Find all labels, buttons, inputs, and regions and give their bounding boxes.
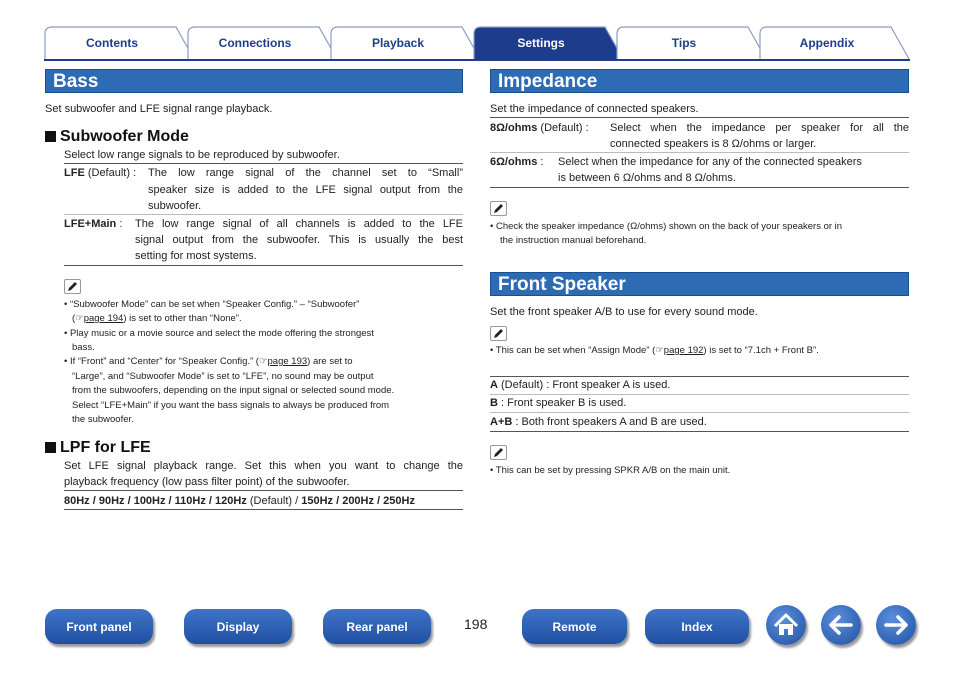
option-text: : Front speaker B is used.: [497, 397, 627, 409]
divider: [490, 431, 909, 432]
display-button[interactable]: [184, 609, 292, 644]
option-8ohm-desc-1: Select when the impedance per speaker for all the: [610, 122, 909, 134]
bass-note-3b: “Large”, and “Subwoofer Mode” is set to “LFE”, no sound may be output: [72, 371, 374, 382]
option-lfe-main: [64, 216, 122, 232]
option-6ohm-desc-2: is between 6 Ω/ohms and 8 Ω/ohms.: [558, 172, 736, 184]
tab-label: Tips: [671, 36, 697, 50]
note-pencil-icon: [64, 279, 81, 294]
option-sep: :: [537, 156, 544, 168]
divider: [64, 214, 463, 215]
page-ref-icon: ☞: [655, 345, 664, 356]
lpf-default: (Default) /: [246, 495, 302, 507]
bass-title: Bass: [53, 71, 99, 92]
subwoofer-mode-heading: [45, 128, 189, 146]
button-label: Front panel: [66, 620, 132, 634]
tab-label: Contents: [86, 36, 138, 50]
tab-contents[interactable]: [44, 26, 194, 60]
divider: [490, 187, 909, 188]
front-speaker-title: Front Speaker: [498, 274, 626, 295]
bass-note-1a: • “Subwoofer Mode” can be set when “Speaker Config.” – “Subwoofer”: [64, 299, 360, 310]
option-key: B: [490, 397, 498, 409]
page-193-link[interactable]: page 193: [267, 356, 308, 367]
option-8ohm-desc-2: connected speakers is 8 Ω/ohms or larger.: [610, 138, 817, 150]
rear-panel-button[interactable]: [323, 609, 431, 644]
option-sep: :: [116, 218, 123, 230]
bass-note-3d: Select “LFE+Main” if you want the bass signals to always be produced from: [72, 400, 390, 411]
bass-note-1b: [72, 312, 242, 327]
option-a: [490, 377, 670, 393]
divider: [490, 152, 909, 153]
subwoofer-mode-description: Select low range signals to be reproduced by subwoofer.: [64, 149, 340, 161]
tab-label: Settings: [517, 36, 565, 50]
subwoofer-mode-title: Subwoofer Mode: [60, 128, 189, 145]
lpf-title: LPF for LFE: [60, 439, 151, 456]
option-lfe-desc-3: subwoofer.: [148, 200, 202, 212]
note-text: ) is set to “7.1ch + Front B”.: [703, 345, 819, 356]
option-lfe-desc-1: The low range signal of the channel set to “Small”: [148, 167, 463, 179]
lpf-desc-1: Set LFE signal playback range. Set this when you want to change the: [64, 460, 463, 472]
impedance-title: Impedance: [498, 71, 598, 92]
bass-note-3a: [64, 355, 353, 370]
front-speaker-section-header: [490, 272, 909, 296]
top-tab-bar: [44, 26, 910, 62]
front-speaker-description: Set the front speaker A/B to use for every sound mode.: [490, 306, 758, 318]
option-ab: [490, 414, 707, 430]
page-192-link[interactable]: page 192: [663, 345, 704, 356]
bass-note-2a: • Play music or a movie source and select the mode offering the strongest: [64, 328, 374, 339]
bass-note-2b: bass.: [72, 342, 95, 353]
note-pencil-icon: [490, 445, 507, 460]
option-key: A: [490, 379, 498, 391]
option-key: LFE: [64, 167, 85, 179]
divider: [64, 163, 463, 164]
option-lfe-main-desc-2: signal output from the subwoofer. This is usually the best: [135, 234, 463, 246]
option-lfe-main-desc-3: setting for most systems.: [135, 250, 257, 262]
front-speaker-note-1: [490, 344, 819, 359]
option-6ohm: [490, 154, 543, 170]
home-icon: [766, 605, 806, 645]
divider: [490, 412, 909, 413]
option-text: (Default) : Front speaker A is used.: [497, 379, 671, 391]
note-text: ) are set to: [307, 356, 353, 367]
lpf-values-a: 80Hz / 90Hz / 100Hz / 110Hz / 120Hz: [64, 495, 247, 507]
impedance-description: Set the impedance of connected speakers.: [490, 103, 699, 115]
note-text: • This can be set when “Assign Mode” (: [490, 345, 656, 356]
tab-connections[interactable]: [187, 26, 337, 60]
square-bullet-icon: [45, 442, 56, 453]
option-lfe-desc-2: speaker size is added to the LFE signal output from the: [148, 184, 463, 196]
option-key: 8Ω/ohms: [490, 122, 538, 134]
option-text: : Both front speakers A and B are used.: [512, 416, 707, 428]
option-8ohm: [490, 120, 589, 136]
front-speaker-note-2: • This can be set by pressing SPKR A/B on the main unit.: [490, 465, 731, 476]
bass-description: Set subwoofer and LFE signal range playback.: [45, 103, 273, 115]
note-text: • If “Front” and “Center” for “Speaker Config.” (: [64, 356, 259, 367]
tab-label: Connections: [218, 36, 292, 50]
bass-section-header: [45, 69, 463, 93]
impedance-note-a: • Check the speaker impedance (Ω/ohms) shown on the back of your speakers or in: [490, 221, 843, 232]
divider: [64, 490, 463, 491]
bass-note-3c: from the subwoofers, depending on the input signal or selected sound mode.: [72, 385, 395, 396]
back-button[interactable]: [821, 605, 861, 645]
tab-settings[interactable]: [473, 26, 623, 60]
option-key: LFE+Main: [64, 218, 117, 230]
bass-note-3e: the subwoofer.: [72, 414, 134, 425]
arrow-left-icon: [821, 605, 861, 645]
index-button[interactable]: [645, 609, 749, 644]
home-button[interactable]: [766, 605, 806, 645]
note-text: (: [72, 313, 76, 324]
tab-underline: [44, 59, 910, 61]
page-number: 198: [464, 616, 488, 632]
divider: [64, 509, 463, 510]
lpf-desc-2: playback frequency (low pass filter point) of the subwoofer.: [64, 476, 350, 488]
page-194-link[interactable]: page 194: [83, 313, 124, 324]
page-ref-icon: ☞: [75, 313, 84, 324]
tab-label: Playback: [371, 36, 425, 50]
option-default: (Default) :: [84, 167, 137, 179]
page-ref-icon: ☞: [258, 356, 268, 367]
tab-appendix[interactable]: [759, 26, 909, 60]
forward-button[interactable]: [876, 605, 916, 645]
square-bullet-icon: [45, 131, 56, 142]
note-pencil-icon: [490, 201, 507, 216]
impedance-note-b: the instruction manual beforehand.: [500, 235, 647, 246]
option-key: 6Ω/ohms: [490, 156, 538, 168]
note-pencil-icon: [490, 326, 507, 341]
button-label: Remote: [552, 620, 597, 634]
option-lfe-main-desc-1: The low range signal of all channels is added to the LFE: [135, 218, 463, 230]
tab-tips[interactable]: [616, 26, 766, 60]
divider: [64, 265, 463, 266]
option-6ohm-desc-1: Select when the impedance for any of the connected speakers: [558, 156, 862, 168]
option-b: [490, 395, 626, 411]
button-label: Index: [681, 620, 713, 634]
lpf-options: [64, 493, 415, 509]
front-panel-button[interactable]: [45, 609, 153, 644]
tab-label: Appendix: [799, 36, 855, 50]
remote-button[interactable]: [522, 609, 627, 644]
button-label: Display: [216, 620, 260, 634]
lpf-values-b: 150Hz / 200Hz / 250Hz: [301, 495, 415, 507]
tab-playback[interactable]: [330, 26, 480, 60]
note-text: ) is set to other than “None”.: [123, 313, 242, 324]
divider: [490, 117, 909, 118]
impedance-section-header: [490, 69, 909, 93]
lpf-heading: [45, 439, 151, 457]
arrow-right-icon: [876, 605, 916, 645]
button-label: Rear panel: [346, 620, 408, 634]
option-default: (Default) :: [537, 122, 589, 134]
option-key: A+B: [490, 416, 513, 428]
